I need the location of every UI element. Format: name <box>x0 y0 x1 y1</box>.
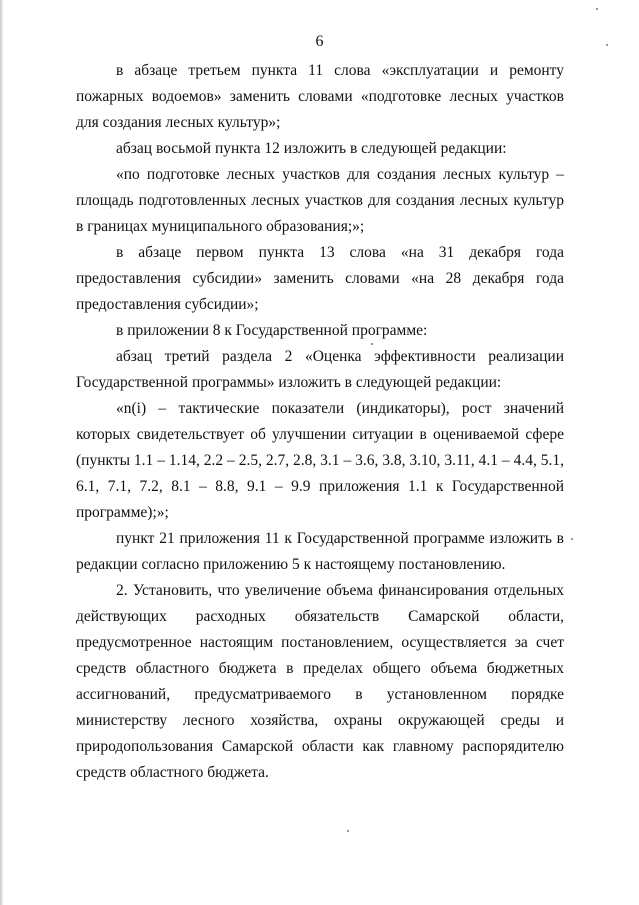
scan-speck <box>596 8 598 10</box>
paragraph-6: абзац третий раздела 2 «Оценка эффективности реализации Государственной программы» изложить в следующей редакции: <box>76 348 564 391</box>
document-body <box>76 58 564 786</box>
scan-edge <box>0 0 3 905</box>
paragraph-2: абзац восьмой пункта 12 изложить в следующей редакции: <box>116 140 507 157</box>
paragraph-9: 2. Установить, что увеличение объема финансирования отдельных действующих расходных обязательств Самарской области, предусмотренное настоящим постановлением, осуществляется за счет средств областного бюджета в пределах общего объема бюджетных ассигнований, предусматриваемого в установленном порядке министерству лесного хозяйства, охраны окружающей среды и природопользования Самарской области как главному распорядителю средств областного бюджета. <box>76 582 564 781</box>
paragraph-8: пункт 21 приложения 11 к Государственной программе изложить в редакции согласно приложению 5 к настоящему постановлению. <box>76 530 564 573</box>
page-number: 6 <box>315 33 324 50</box>
scan-speck <box>571 538 573 540</box>
paragraph-5: в приложении 8 к Государственной программе: <box>116 322 428 339</box>
scan-speck <box>606 44 608 46</box>
scan-speck <box>347 830 349 832</box>
scan-speck <box>371 343 373 345</box>
paragraph-3: «по подготовке лесных участков для создания лесных культур – площадь подготовленных лесных участков для создания лесных культур в границах муниципального образования;»; <box>76 166 564 235</box>
paragraph-1: в абзаце третьем пункта 11 слова «эксплуатации и ремонту пожарных водоемов» заменить словами «подготовке лесных участков для создания лесных культур»; <box>76 62 564 131</box>
paragraph-4: в абзаце первом пункта 13 слова «на 31 декабря года предоставления субсидии» заменить словами «на 28 декабря года предоставления субсидии»; <box>76 244 564 313</box>
paragraph-7: «n(i) – тактические показатели (индикаторы), рост значений которых свидетельствует об улучшении ситуации в оцениваемой сфере (пункты 1.1 – 1.14, 2.2 – 2.5, 2.7, 2.8, 3.1 – 3.6, 3.8, 3.10, 3.11, 4.1 – 4.4, 5.1, 6.1, 7.1, 7.2, 8.1 – 8.8, 9.1 – 9.9 приложения 1.1 к Государственной программе);»; <box>76 400 564 521</box>
